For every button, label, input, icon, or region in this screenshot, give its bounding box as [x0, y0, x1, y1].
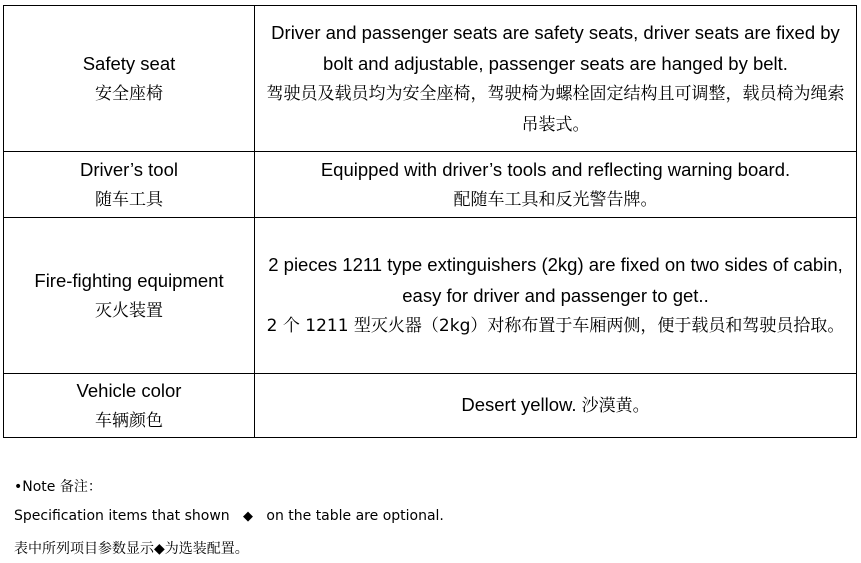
- label-en: Driver’s tool: [79, 158, 178, 180]
- note-text-before: Specification items that shown: [14, 508, 230, 524]
- value-cn: 2 个 1211 型灭火器（2kg）对称布置于车厢两侧，便于载员和驾驶员拾取。: [266, 316, 845, 336]
- value-en: Desert yellow.: [461, 394, 577, 415]
- value-en: Driver and passenger seats are safety seats, driver seats are fixed by bolt and adjustable, passenger seats are hanged by belt.: [271, 21, 840, 74]
- value-en: 2 pieces 1211 type extinguishers (2kg) are fixed on two sides of cabin, easy for driver and passenger to get..: [268, 254, 843, 306]
- table-row: [4, 6, 857, 152]
- row-label: [4, 6, 255, 152]
- value-cn: 沙漠黄。: [581, 396, 650, 416]
- note-line-en: [14, 508, 444, 524]
- label-en: Safety seat: [82, 52, 176, 74]
- diamond-icon: ◆: [243, 509, 254, 524]
- table-row: [4, 218, 857, 374]
- value-en: Equipped with driver’s tools and reflecting warning board.: [320, 158, 791, 180]
- table-row: [4, 152, 857, 218]
- row-value: [255, 6, 857, 152]
- row-label: [4, 218, 255, 374]
- value-cn: 配随车工具和反光警告牌。: [453, 189, 658, 210]
- note-line-cn: 表中所列项目参数显示◆为选装配置。: [14, 541, 249, 557]
- specification-table: [3, 5, 857, 438]
- label-cn: 安全座椅: [95, 83, 163, 104]
- note-text-after: on the table are optional.: [266, 508, 444, 524]
- row-value: [255, 218, 857, 374]
- note-title: •Note 备注：: [14, 479, 102, 495]
- row-label: [4, 152, 255, 218]
- label-cn: 随车工具: [95, 189, 163, 210]
- label-en: Fire-fighting equipment: [34, 269, 224, 291]
- label-en: Vehicle color: [76, 379, 182, 401]
- value-cn: 驾驶员及载员均为安全座椅，驾驶椅为螺栓固定结构且可调整，载员椅为绳索吊装式。: [266, 83, 845, 135]
- row-label: [4, 374, 255, 438]
- row-value: [255, 152, 857, 218]
- row-value: [255, 374, 857, 438]
- label-cn: 灭火装置: [95, 300, 163, 321]
- table-row: [4, 374, 857, 438]
- label-cn: 车辆颜色: [95, 410, 163, 431]
